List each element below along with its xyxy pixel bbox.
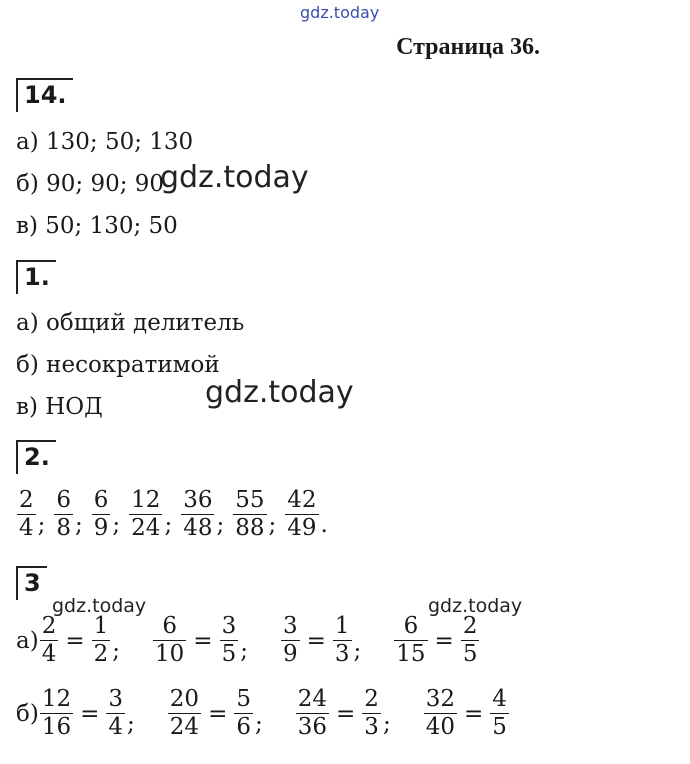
- row-label: б): [16, 700, 39, 727]
- watermark-left: gdz.today: [52, 595, 147, 617]
- fraction: $\frac{2}{4}$: [19, 487, 34, 541]
- fraction: $\frac{42}{49}$: [287, 487, 317, 541]
- task-number-3: 3: [16, 566, 47, 600]
- fraction: $\frac{36}{48}$: [183, 487, 213, 541]
- task1-line-b: б) несократимой: [16, 352, 220, 378]
- task-number-2: 2.: [16, 440, 56, 474]
- row-label: а): [16, 627, 39, 654]
- task2-fractions-row: $\frac{2}{4}$ ; $\frac{6}{8}$ ; $\frac{6}{9}$ ; $\frac{12}{24}$ ; $\frac{36}{48}$ ; $\frac{55}{88}$ ; $\frac{42}{49}$ .: [19, 487, 328, 541]
- task3-row-b: б) $\frac{12}{16}$ = $\frac{3}{4}$ ; $\frac{20}{24}$ = $\frac{5}{6}$ ; $\frac{24}{36}$ = $\frac{2}{3}$ ; $\frac{32}{40}$ = $\frac{4}{5}$: [16, 686, 507, 740]
- task-number-14: 14.: [16, 78, 73, 112]
- task1-line-a: а) общий делитель: [16, 310, 245, 336]
- task14-line-b: б) 90; 90; 90: [16, 171, 165, 197]
- fraction: $\frac{12}{24}$: [131, 487, 161, 541]
- fraction: $\frac{55}{88}$: [235, 487, 265, 541]
- fraction: $\frac{6}{8}$: [56, 487, 72, 541]
- fraction: $\frac{6}{9}$: [93, 487, 109, 541]
- watermark-right: gdz.today: [428, 595, 523, 617]
- page-title: Страница 36.: [396, 34, 540, 60]
- task14-line-a: а) 130; 50; 130: [16, 129, 194, 155]
- task1-line-c: в) НОД: [16, 394, 103, 420]
- watermark-top: gdz.today: [300, 3, 380, 22]
- watermark-middle-2: gdz.today: [205, 375, 354, 410]
- watermark-middle-1: gdz.today: [160, 160, 309, 195]
- task14-line-c: в) 50; 130; 50: [16, 213, 178, 239]
- task-number-1: 1.: [16, 260, 56, 294]
- task3-row-a: а) $\frac{2}{4}$ = $\frac{1}{2}$ ; $\frac{6}{10}$ = $\frac{3}{5}$ ; $\frac{3}{9}$ = $\frac{1}{3}$ ; $\frac{6}{15}$ = $\frac{2}{5}$: [16, 613, 478, 667]
